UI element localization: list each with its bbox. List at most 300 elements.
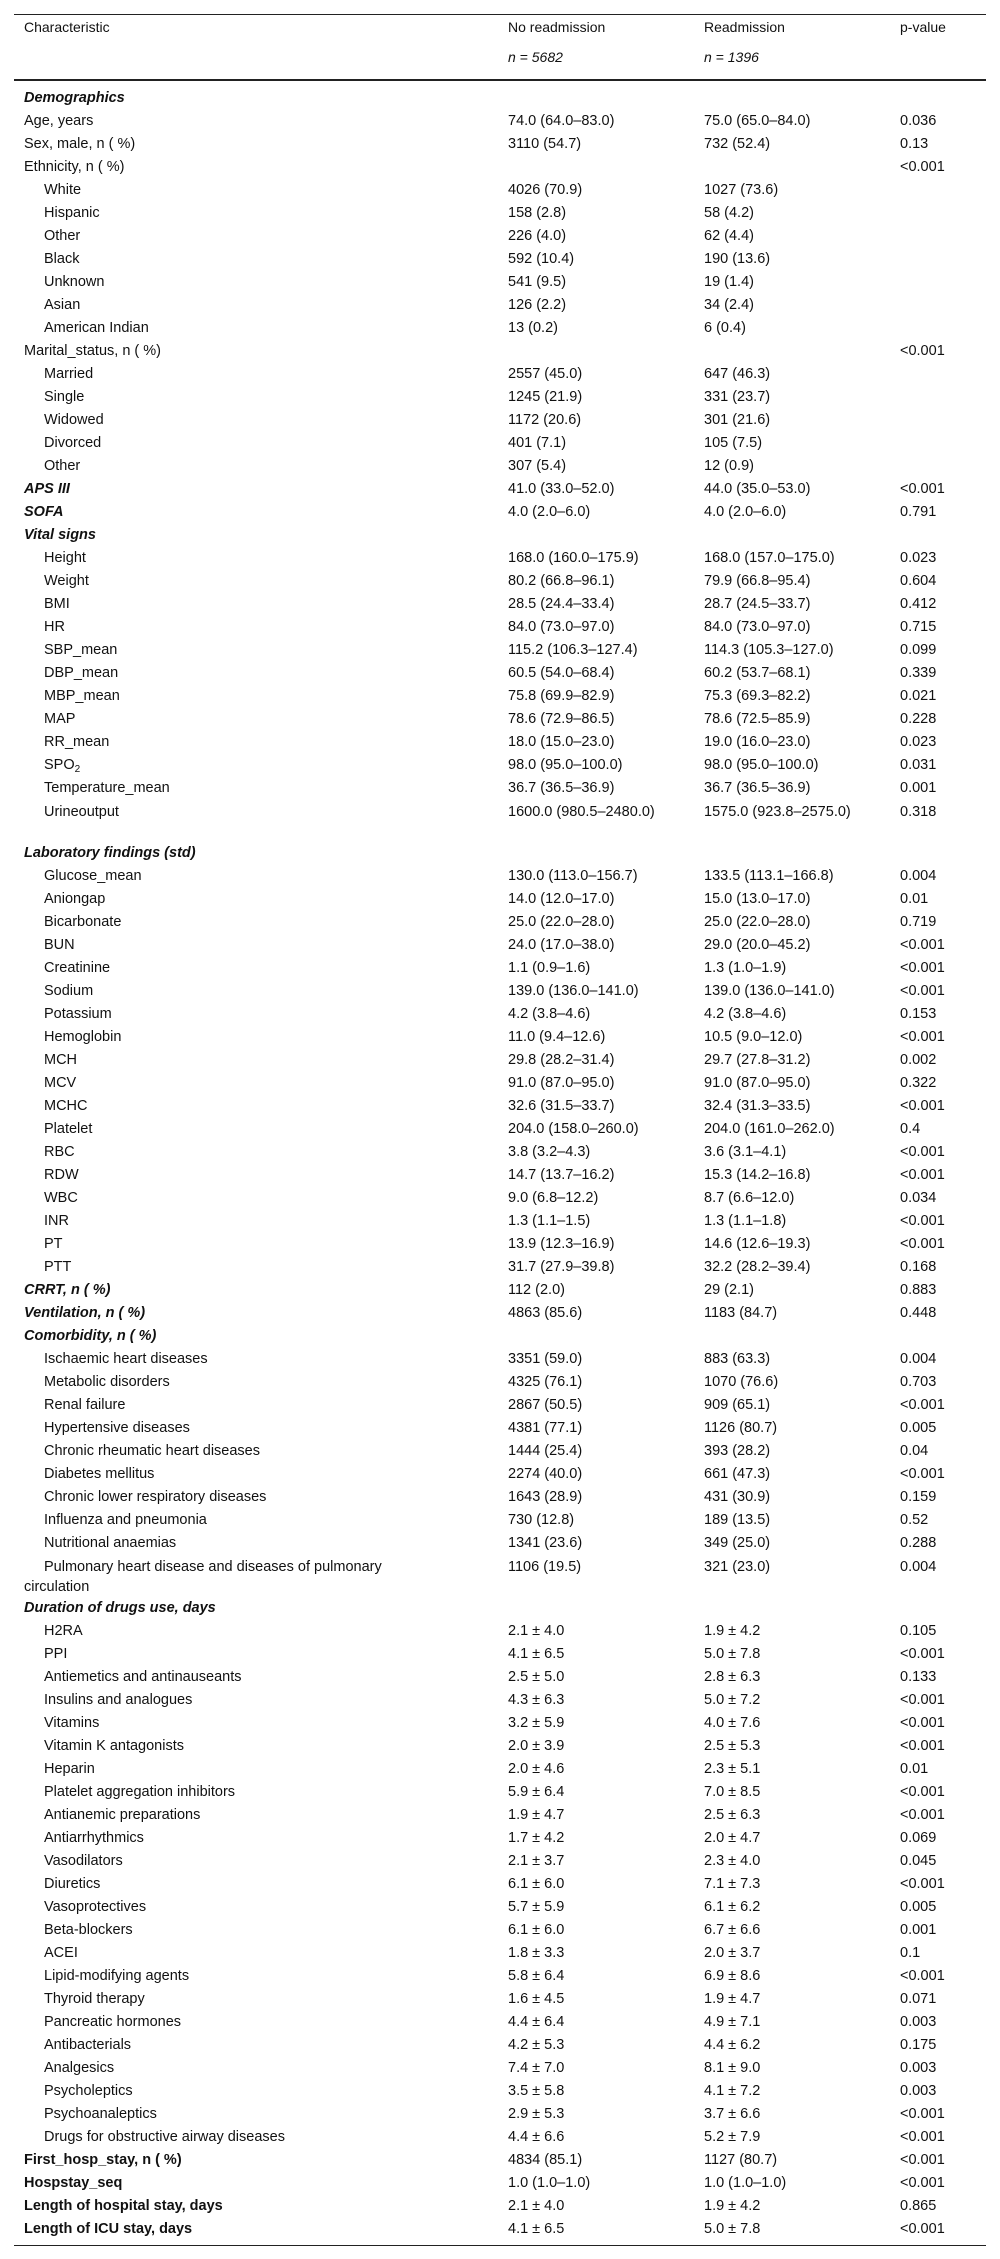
no-readmission-value: 1106 (19.5) [508,1559,582,1575]
row-label: PPI [44,1646,68,1662]
table-row [14,409,986,432]
table-row [14,731,986,754]
row-label: Thyroid therapy [44,1991,145,2007]
no-readmission-value: 1600.0 (980.5–2480.0) [508,804,655,820]
readmission-value: 1070 (76.6) [704,1374,779,1390]
readmission-value: 14.6 (12.6–19.3) [704,1236,811,1252]
p-value: 0.322 [900,1075,937,1091]
readmission-value: 78.6 (72.5–85.9) [704,711,811,727]
readmission-value: 34 (2.4) [704,297,754,313]
table-row [14,432,986,455]
section-row [14,842,986,865]
row-label: Insulins and analogues [44,1692,193,1708]
table-row [14,685,986,708]
readmission-value: 5.2 ± 7.9 [704,2129,761,2145]
table-row [14,1988,986,2011]
p-value: 0.036 [900,113,937,129]
p-value: 0.412 [900,596,937,612]
section-row [14,1302,986,1325]
table-row [14,1735,986,1758]
table-row [14,934,986,957]
table-bottom-rule [14,2245,986,2246]
no-readmission-value: 3351 (59.0) [508,1351,583,1367]
table-row [14,1394,986,1417]
row-label: ACEI [44,1945,78,1961]
subscript: 2 [74,764,81,775]
no-readmission-value: 2.1 ± 4.0 [508,1623,565,1639]
row-label: Hispanic [44,205,100,221]
row-label: INR [44,1213,69,1229]
row-label: $SPO_2$ [44,757,81,775]
no-readmission-value: 4.1 ± 6.5 [508,1646,565,1662]
readmission-value: 36.7 (36.5–36.9) [704,780,811,796]
row-label: Metabolic disorders [44,1374,170,1390]
row-label: Diuretics [44,1876,101,1892]
readmission-value: 647 (46.3) [704,366,771,382]
table-row [14,1965,986,1988]
readmission-value: 393 (28.2) [704,1443,771,1459]
table-row [14,865,986,888]
no-readmission-value: 307 (5.4) [508,458,567,474]
readmission-value: 2.8 ± 6.3 [704,1669,761,1685]
p-value: 0.791 [900,504,937,520]
table-row [14,248,986,271]
readmission-value: 62 (4.4) [704,228,754,244]
p-value: <0.001 [900,1876,945,1892]
p-value: 0.318 [900,804,937,820]
no-readmission-value: 2.0 ± 4.6 [508,1761,565,1777]
row-label: Length of hospital stay, days [24,2198,223,2214]
p-value: <0.001 [900,1397,945,1413]
p-value: <0.001 [900,1807,945,1823]
readmission-value: 2.5 ± 6.3 [704,1807,761,1823]
readmission-value: 1.9 ± 4.7 [704,1991,761,2007]
table-row [14,1417,986,1440]
readmission-value: 139.0 (136.0–141.0) [704,983,835,999]
no-readmission-value: 226 (4.0) [508,228,567,244]
table-row [14,616,986,639]
table-row [14,340,986,363]
readmission-value: 15.3 (14.2–16.8) [704,1167,811,1183]
p-value: 0.604 [900,573,937,589]
readmission-value: 44.0 (35.0–53.0) [704,481,811,497]
p-value: 0.031 [900,757,937,773]
row-label: Length of ICU stay, days [24,2221,193,2237]
p-value: <0.001 [900,343,945,359]
readmission-value: 1.0 (1.0–1.0) [704,2175,787,2191]
p-value: <0.001 [900,1098,945,1114]
readmission-value: 15.0 (13.0–17.0) [704,891,811,907]
table-row [14,1712,986,1735]
row-label: PTT [44,1259,72,1275]
no-readmission-value: 2867 (50.5) [508,1397,583,1413]
no-readmission-value: 84.0 (73.0–97.0) [508,619,615,635]
table-row [14,225,986,248]
row-label: PT [44,1236,63,1252]
p-value: 0.13 [900,136,929,152]
table-row [14,1942,986,1965]
table-row [14,1873,986,1896]
row-label: Bicarbonate [44,914,122,930]
no-readmission-value: 6.1 ± 6.0 [508,1922,565,1938]
p-value: 0.4 [900,1121,921,1137]
readmission-value: 5.0 ± 7.8 [704,2221,761,2237]
p-value: 0.004 [900,868,937,884]
header-pvalue: p-value [900,19,946,35]
readmission-value: 2.3 ± 4.0 [704,1853,761,1869]
table-row [14,662,986,685]
no-readmission-value: 13.9 (12.3–16.9) [508,1236,615,1252]
no-readmission-value: 5.7 ± 5.9 [508,1899,565,1915]
no-readmission-value: 78.6 (72.9–86.5) [508,711,615,727]
readmission-value: 6.9 ± 8.6 [704,1968,761,1984]
row-label: Single [44,389,85,405]
p-value: <0.001 [900,1692,945,1708]
table-row [14,2080,986,2103]
no-readmission-value: 592 (10.4) [508,251,575,267]
row-label: Widowed [44,412,104,428]
readmission-value: 1.9 ± 4.2 [704,1623,761,1639]
table-row [14,110,986,133]
row-label: Vitamins [44,1715,100,1731]
table-row [14,2034,986,2057]
no-readmission-value: 1.9 ± 4.7 [508,1807,565,1823]
p-value: 0.865 [900,2198,937,2214]
p-value: <0.001 [900,159,945,175]
readmission-value: 32.4 (31.3–33.5) [704,1098,811,1114]
table-row [14,1164,986,1187]
no-readmission-value: 1.7 ± 4.2 [508,1830,565,1846]
readmission-value: 8.7 (6.6–12.0) [704,1190,795,1206]
readmission-value: 6.7 ± 6.6 [704,1922,761,1938]
readmission-value: 4.1 ± 7.2 [704,2083,761,2099]
no-readmission-value: 31.7 (27.9–39.8) [508,1259,615,1275]
p-value: 0.034 [900,1190,937,1206]
table-row [14,1781,986,1804]
table-row [14,1348,986,1371]
no-readmission-value: 115.2 (106.3–127.4) [508,642,638,658]
row-label: Aniongap [44,891,106,907]
row-label: Psychoanaleptics [44,2106,157,2122]
table-row [14,1804,986,1827]
table-row [14,1919,986,1942]
row-label: Urineoutput [44,804,119,820]
readmission-value: 8.1 ± 9.0 [704,2060,761,2076]
table-row [14,1210,986,1233]
no-readmission-value: 7.4 ± 7.0 [508,2060,565,2076]
readmission-value: 1126 (80.7) [704,1420,778,1436]
table-row [14,386,986,409]
row-label: Asian [44,297,81,313]
no-readmission-value: 32.6 (31.5–33.7) [508,1098,615,1114]
row-label: MCHC [44,1098,88,1114]
p-value: 0.004 [900,1559,937,1575]
p-value: 0.339 [900,665,937,681]
p-value: 0.52 [900,1512,929,1528]
no-readmission-value: 1.3 (1.1–1.5) [508,1213,591,1229]
table-row [14,1463,986,1486]
readmission-value: 1575.0 (923.8–2575.0) [704,804,851,820]
readmission-value: 114.3 (105.3–127.0) [704,642,834,658]
no-readmission-value: 2.1 ± 3.7 [508,1853,565,1869]
no-readmission-value: 1.1 (0.9–1.6) [508,960,591,976]
no-readmission-value: 29.8 (28.2–31.4) [508,1052,615,1068]
no-readmission-value: 2274 (40.0) [508,1466,583,1482]
p-value: <0.001 [900,937,945,953]
readmission-value: 91.0 (87.0–95.0) [704,1075,811,1091]
p-value: 0.003 [900,2083,937,2099]
row-label: Glucose_mean [44,868,142,884]
row-label: Nutritional anaemias [44,1535,177,1551]
row-label: Antibacterials [44,2037,132,2053]
table-row [14,2149,986,2172]
row-label: Antiemetics and antinauseants [44,1669,242,1685]
row-label: White [44,182,82,198]
readmission-value: 321 (23.0) [704,1559,771,1575]
p-value: 0.01 [900,891,929,907]
row-label: Chronic rheumatic heart diseases [44,1443,260,1459]
readmission-value: 1183 (84.7) [704,1305,778,1321]
row-label: H2RA [44,1623,83,1639]
no-readmission-value: 1341 (23.6) [508,1535,583,1551]
no-readmission-value: 541 (9.5) [508,274,567,290]
readmission-value: 4.9 ± 7.1 [704,2014,761,2030]
no-readmission-value: 28.5 (24.4–33.4) [508,596,615,612]
p-value: 0.288 [900,1535,937,1551]
no-readmission-value: 158 (2.8) [508,205,567,221]
no-readmission-value: 9.0 (6.8–12.2) [508,1190,599,1206]
no-readmission-value: 1643 (28.9) [508,1489,583,1505]
table-row [14,1440,986,1463]
no-readmission-value: 1.6 ± 4.5 [508,1991,565,2007]
p-value: 0.002 [900,1052,937,1068]
no-readmission-value: 2.0 ± 3.9 [508,1738,565,1754]
readmission-value: 2.3 ± 5.1 [704,1761,761,1777]
row-label: Temperature_mean [44,780,170,796]
no-readmission-value: 4.4 ± 6.6 [508,2129,565,2145]
table-row [14,1758,986,1781]
table-row [14,1509,986,1532]
row-label: Marital_status, n ( %) [24,343,161,359]
no-readmission-value: 75.8 (69.9–82.9) [508,688,615,704]
table-row [14,593,986,616]
readmission-value: 883 (63.3) [704,1351,771,1367]
row-label: Renal failure [44,1397,126,1413]
row-label: Platelet aggregation inhibitors [44,1784,236,1800]
table-row [14,2218,986,2241]
no-readmission-value: 1172 (20.6) [508,412,582,428]
table-row [14,800,986,842]
row-label: MCV [44,1075,77,1091]
row-label: Height [44,550,86,566]
row-label: Vital signs [24,527,96,543]
table-row [14,1850,986,1873]
readmission-value: 1.9 ± 4.2 [704,2198,761,2214]
table-row [14,1095,986,1118]
row-label: Sodium [44,983,94,999]
p-value: <0.001 [900,1236,945,1252]
row-label: Divorced [44,435,102,451]
table-row [14,777,986,800]
p-value: <0.001 [900,1715,945,1731]
no-readmission-value: 112 (2.0) [508,1282,565,1298]
readmission-value: 29 (2.1) [704,1282,754,1298]
row-label: Duration of drugs use, days [24,1600,216,1616]
p-value: 0.719 [900,914,937,930]
table-row [14,271,986,294]
p-value: <0.001 [900,983,945,999]
readmission-value: 5.0 ± 7.2 [704,1692,761,1708]
readmission-value: 19.0 (16.0–23.0) [704,734,811,750]
table-row [14,1555,986,1597]
table-row [14,1620,986,1643]
readmission-value: 19 (1.4) [704,274,754,290]
p-value: 0.005 [900,1420,937,1436]
row-label: Vasodilators [44,1853,123,1869]
p-value: 0.01 [900,1761,929,1777]
table-row [14,363,986,386]
p-value: <0.001 [900,2175,945,2191]
row-label: Beta-blockers [44,1922,133,1938]
no-readmission-value: 36.7 (36.5–36.9) [508,780,615,796]
row-label: Vitamin K antagonists [44,1738,184,1754]
table-row [14,754,986,777]
no-readmission-value: 2.1 ± 4.0 [508,2198,565,2214]
readmission-value: 732 (52.4) [704,136,771,152]
no-readmission-value: 4381 (77.1) [508,1420,583,1436]
table-row [14,1643,986,1666]
readmission-value: 84.0 (73.0–97.0) [704,619,811,635]
no-readmission-value: 4.2 ± 5.3 [508,2037,565,2053]
row-label: Analgesics [44,2060,115,2076]
no-readmission-value: 130.0 (113.0–156.7) [508,868,638,884]
header-readmission: Readmission [704,19,785,35]
no-readmission-value: 4026 (70.9) [508,182,583,198]
row-label: RR_mean [44,734,110,750]
p-value: <0.001 [900,1646,945,1662]
table-row [14,1187,986,1210]
p-value: 0.04 [900,1443,929,1459]
table-row [14,547,986,570]
readmission-value: 5.0 ± 7.8 [704,1646,761,1662]
row-label: HR [44,619,65,635]
no-readmission-value: 3110 (54.7) [508,136,582,152]
p-value: <0.001 [900,2221,945,2237]
table-row [14,1003,986,1026]
no-readmission-value: 401 (7.1) [508,435,567,451]
p-value: 0.105 [900,1623,937,1639]
row-label: Drugs for obstructive airway diseases [44,2129,285,2145]
row-label: Hypertensive diseases [44,1420,190,1436]
table-row [14,294,986,317]
table-row [14,1256,986,1279]
no-readmission-value: 24.0 (17.0–38.0) [508,937,615,953]
readmission-value: 168.0 (157.0–175.0) [704,550,835,566]
no-readmission-value: 60.5 (54.0–68.4) [508,665,615,681]
no-readmission-value: 2.9 ± 5.3 [508,2106,565,2122]
row-label: Black [44,251,80,267]
table-row [14,1532,986,1555]
row-label: Pancreatic hormones [44,2014,182,2030]
row-label: American Indian [44,320,149,336]
table-row [14,2195,986,2218]
no-readmission-value: 91.0 (87.0–95.0) [508,1075,615,1091]
no-readmission-value: 14.7 (13.7–16.2) [508,1167,615,1183]
no-readmission-value: 98.0 (95.0–100.0) [508,757,623,773]
p-value: <0.001 [900,1784,945,1800]
table-row [14,179,986,202]
p-value: <0.001 [900,2152,945,2168]
no-readmission-value: 74.0 (64.0–83.0) [508,113,615,129]
p-value: 0.004 [900,1351,937,1367]
row-label: Heparin [44,1761,95,1777]
row-label-line: circulation [24,1579,90,1595]
p-value: 0.175 [900,2037,937,2053]
table-row [14,2011,986,2034]
no-readmission-value: 4.3 ± 6.3 [508,1692,565,1708]
p-value: <0.001 [900,1144,945,1160]
row-label: SOFA [24,504,64,520]
row-label: Platelet [44,1121,93,1137]
row-label: Antianemic preparations [44,1807,201,1823]
row-label: MBP_mean [44,688,120,704]
row-label: MCH [44,1052,78,1068]
readmission-value: 1.3 (1.1–1.8) [704,1213,787,1229]
p-value: 0.045 [900,1853,937,1869]
no-readmission-value: 204.0 (158.0–260.0) [508,1121,639,1137]
no-readmission-value: 4.4 ± 6.4 [508,2014,565,2030]
row-label: Potassium [44,1006,112,1022]
row-label: BMI [44,596,70,612]
row-label: Hemoglobin [44,1029,122,1045]
table-row [14,2126,986,2149]
readmission-value: 349 (25.0) [704,1535,771,1551]
table-row [14,1486,986,1509]
no-readmission-value: 4834 (85.1) [508,2152,583,2168]
row-label: CRRT, n ( %) [24,1282,111,1298]
readmission-value: 3.7 ± 6.6 [704,2106,761,2122]
row-label: Other [44,458,81,474]
row-label: Unknown [44,274,105,290]
table-row [14,1666,986,1689]
readmission-value: 1127 (80.7) [704,2152,778,2168]
p-value: <0.001 [900,960,945,976]
table-row [14,1371,986,1394]
p-value: 0.133 [900,1669,937,1685]
p-value: <0.001 [900,1466,945,1482]
row-label: Hospstay_seq [24,2175,123,2191]
row-label: Psycholeptics [44,2083,133,2099]
readmission-value: 60.2 (53.7–68.1) [704,665,811,681]
no-readmission-value: 5.8 ± 6.4 [508,1968,565,1984]
readmission-value: 4.0 ± 7.6 [704,1715,761,1731]
readmission-value: 29.7 (27.8–31.2) [704,1052,811,1068]
readmission-value: 431 (30.9) [704,1489,771,1505]
table-row [14,2057,986,2080]
no-readmission-value: 3.2 ± 5.9 [508,1715,565,1731]
p-value: 0.023 [900,550,937,566]
table-row [14,911,986,934]
no-readmission-value: 80.2 (66.8–96.1) [508,573,615,589]
readmission-value: 909 (65.1) [704,1397,771,1413]
row-label: RBC [44,1144,75,1160]
readmission-value: 189 (13.5) [704,1512,771,1528]
row-label: Antiarrhythmics [44,1830,144,1846]
readmission-value: 7.1 ± 7.3 [704,1876,761,1892]
row-label: DBP_mean [44,665,119,681]
row-label: MAP [44,711,76,727]
no-readmission-value: 126 (2.2) [508,297,567,313]
